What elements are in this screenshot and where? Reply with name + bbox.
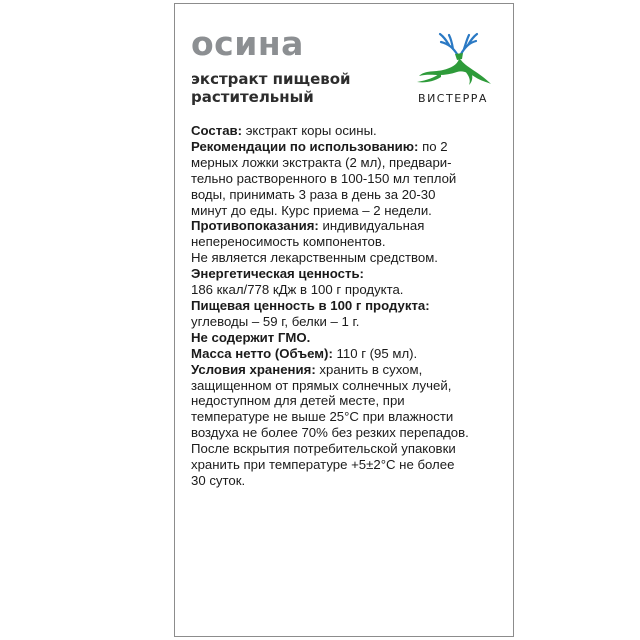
storage-line: хранить в сухом, <box>315 361 423 377</box>
nutrition-paragraph <box>191 298 509 330</box>
subtitle-line-2: растительный <box>191 88 314 106</box>
product-name: осина <box>191 24 304 63</box>
storage-line: недоступном для детей месте, при <box>191 393 405 409</box>
nutrition-label: Пищевая ценность в 100 г продукта: <box>191 297 430 313</box>
energy-text: 186 ккал/778 кДж в 100 г продукта. <box>191 282 404 298</box>
recommendations-label: Рекомендации по использованию: <box>191 138 419 154</box>
storage-label: Условия хранения: <box>191 361 316 377</box>
recommendations-line: воды, принимать 3 раза в день за 20-30 <box>191 186 436 202</box>
recommendations-line: по 2 <box>418 138 448 154</box>
composition-label: Состав: <box>191 123 243 138</box>
storage-line: воздуха не более 70% без резких перепадов. <box>191 425 469 441</box>
storage-line: 30 суток. <box>191 472 246 488</box>
contraindications-line: индивидуальная <box>318 218 425 234</box>
recommendations-line: минут до еды. Курс приема – 2 недели. <box>191 202 432 218</box>
storage-line: После вскрытия потребительской упаковки <box>191 441 456 457</box>
contraindications-label: Противопоказания: <box>191 218 319 234</box>
not-medicine-text: Не является лекарственным средством. <box>191 250 438 266</box>
storage-line: температуре не выше 25°С при влажности <box>191 409 454 425</box>
deer-icon <box>413 32 493 86</box>
net-mass-label: Масса нетто (Объем): <box>191 345 333 361</box>
recommendations-paragraph <box>191 139 509 219</box>
storage-line: хранить при температуре +5±2°С не более <box>191 457 455 473</box>
energy-paragraph <box>191 266 509 298</box>
recommendations-line: мерных ложки экстракта (2 мл), предвари- <box>191 154 452 170</box>
contraindications-paragraph <box>191 218 509 250</box>
net-mass-text: 110 г (95 мл). <box>332 345 418 361</box>
product-subtitle <box>191 70 411 106</box>
product-label <box>174 3 514 637</box>
net-mass-paragraph <box>191 346 509 362</box>
recommendations-line: тельно растворенного в 100-150 мл теплой <box>191 170 457 186</box>
composition-paragraph <box>191 123 509 139</box>
brand-logo <box>403 32 503 110</box>
contraindications-line: непереносимость компонентов. <box>191 234 386 250</box>
label-text <box>191 123 509 489</box>
storage-paragraph <box>191 362 509 489</box>
nutrition-text: углеводы – 59 г, белки – 1 г. <box>191 313 360 329</box>
composition-text: экстракт коры осины. <box>242 123 377 138</box>
gmo-text: Не содержит ГМО. <box>191 329 311 345</box>
gmo-paragraph <box>191 330 509 346</box>
subtitle-line-1: экстракт пищевой <box>191 70 351 88</box>
storage-line: защищенном от прямых солнечных лучей, <box>191 377 452 393</box>
brand-name: ВИСТЕРРА <box>418 92 488 105</box>
energy-label: Энергетическая ценность: <box>191 266 364 282</box>
